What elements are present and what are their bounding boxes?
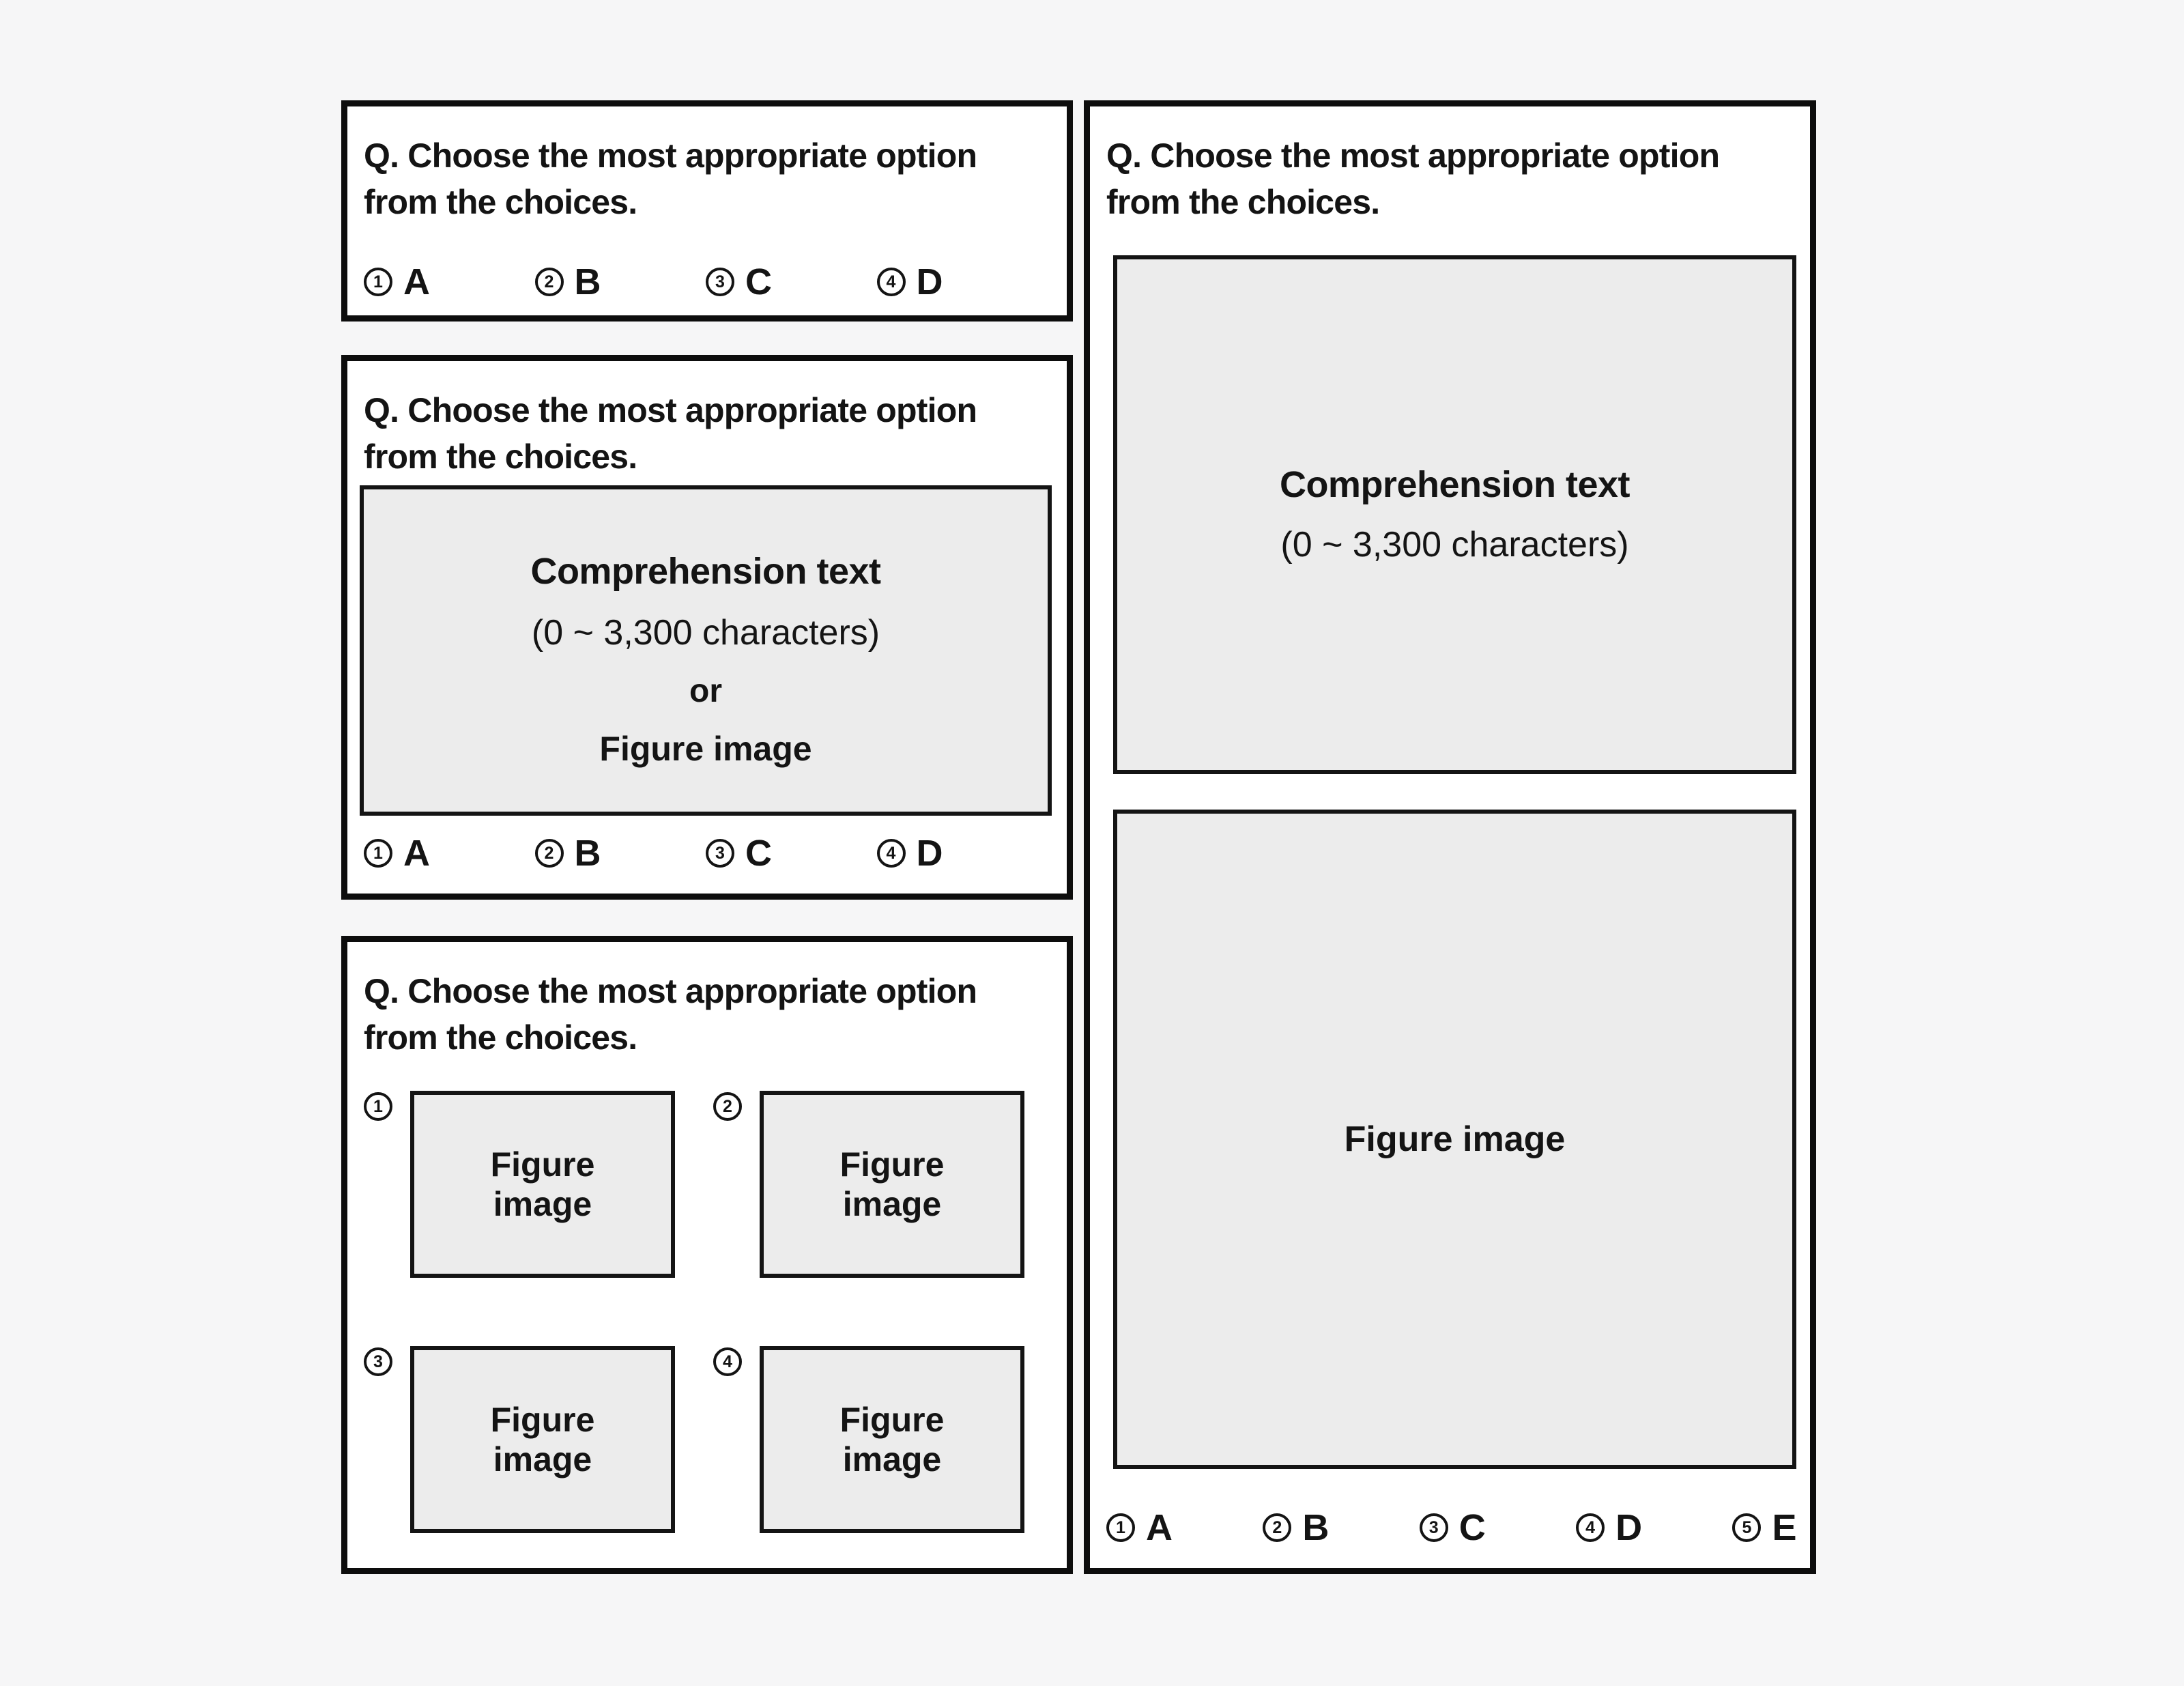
- figure-image-placeholder: [1113, 810, 1796, 1469]
- question-text: [364, 387, 1048, 480]
- figure-option-4[interactable]: [713, 1346, 1024, 1533]
- figure-label-line-2: image: [493, 1185, 592, 1223]
- option-number-circle: [877, 268, 906, 296]
- option-number: 3: [373, 1352, 383, 1371]
- option-letter: C: [1459, 1507, 1486, 1548]
- option-letter: B: [574, 833, 601, 874]
- option-number: 4: [886, 272, 896, 291]
- figure-label-line-1: Figure: [839, 1401, 945, 1439]
- option-letter: A: [403, 261, 430, 302]
- option-letter: B: [574, 261, 601, 302]
- option-number-circle: [364, 1347, 392, 1376]
- option-a[interactable]: [364, 261, 535, 303]
- panel-text-or-figure-question: [341, 355, 1073, 900]
- figure-label-line-2: image: [842, 1185, 942, 1223]
- figure-option-3[interactable]: [364, 1346, 675, 1533]
- option-number: 1: [373, 843, 383, 863]
- figure-label-line-1: Figure: [490, 1401, 595, 1439]
- comprehension-length-note: (0 ~ 3,300 characters): [1280, 525, 1629, 565]
- figure-label-line-2: image: [493, 1440, 592, 1478]
- option-number: 2: [544, 843, 554, 863]
- option-number-circle: [1576, 1513, 1605, 1542]
- option-c[interactable]: [706, 261, 877, 303]
- panel-figure-choice-question: [341, 936, 1073, 1574]
- question-line-1: Q. Choose the most appropriate option: [364, 972, 977, 1010]
- question-line-2: from the choices.: [364, 183, 637, 221]
- option-d[interactable]: [877, 261, 1048, 303]
- option-letter: C: [745, 833, 772, 874]
- option-number-circle: [535, 268, 564, 296]
- panel-text-only-question: [341, 100, 1073, 322]
- or-connector: or: [689, 673, 722, 709]
- option-number: 3: [1428, 1517, 1439, 1537]
- figure-option-1[interactable]: [364, 1091, 675, 1278]
- figure-image-label: Figure image: [599, 730, 812, 768]
- option-a[interactable]: [364, 832, 535, 874]
- option-d[interactable]: [877, 832, 1048, 874]
- figure-image-placeholder: [760, 1091, 1024, 1278]
- option-letter: D: [916, 261, 943, 302]
- option-d[interactable]: [1576, 1506, 1642, 1549]
- option-number: 1: [373, 272, 383, 291]
- option-b[interactable]: [535, 832, 706, 874]
- figure-option-2[interactable]: [713, 1091, 1024, 1278]
- option-number: 2: [1272, 1517, 1282, 1537]
- option-number-circle: [706, 839, 734, 868]
- option-number-circle: [1106, 1513, 1135, 1542]
- option-letter: D: [1615, 1507, 1642, 1548]
- panel-text-and-figure-question: [1084, 100, 1816, 1574]
- options-row: [364, 832, 1048, 874]
- option-letter: B: [1302, 1507, 1329, 1548]
- figure-image-placeholder: [760, 1346, 1024, 1533]
- question-line-1: Q. Choose the most appropriate option: [1106, 137, 1720, 175]
- figure-label-line-1: Figure: [839, 1145, 945, 1184]
- option-letter: C: [745, 261, 772, 302]
- question-line-2: from the choices.: [364, 438, 637, 476]
- option-letter: E: [1772, 1507, 1796, 1548]
- option-e[interactable]: [1732, 1506, 1796, 1549]
- option-number: 4: [886, 843, 896, 863]
- options-row: [1106, 1506, 1796, 1549]
- option-number: 1: [1116, 1517, 1125, 1537]
- option-letter: A: [1146, 1507, 1173, 1548]
- option-number: 1: [373, 1096, 383, 1116]
- option-number-circle: [364, 839, 392, 868]
- option-letter: D: [916, 833, 943, 874]
- option-b[interactable]: [535, 261, 706, 303]
- option-number: 2: [723, 1096, 732, 1116]
- option-number: 5: [1742, 1517, 1752, 1537]
- option-a[interactable]: [1106, 1506, 1173, 1549]
- option-number-circle: [713, 1347, 742, 1376]
- question-text: [1106, 132, 1796, 225]
- comprehension-title: Comprehension text: [530, 551, 881, 592]
- option-number-circle: [1263, 1513, 1291, 1542]
- figure-image-placeholder: [410, 1346, 675, 1533]
- option-number: 4: [1585, 1517, 1596, 1537]
- comprehension-or-figure-placeholder: [360, 485, 1052, 816]
- option-number: 3: [715, 843, 725, 863]
- option-number-circle: [713, 1092, 742, 1121]
- option-number-circle: [1732, 1513, 1761, 1542]
- options-row: [364, 261, 1048, 303]
- option-number-circle: [877, 839, 906, 868]
- question-text: [364, 132, 1048, 225]
- option-number-circle: [535, 839, 564, 868]
- question-line-2: from the choices.: [1106, 183, 1380, 221]
- option-b[interactable]: [1263, 1506, 1329, 1549]
- option-number: 4: [723, 1352, 732, 1371]
- option-number-circle: [1420, 1513, 1448, 1542]
- option-c[interactable]: [1420, 1506, 1486, 1549]
- option-number: 2: [544, 272, 554, 291]
- figure-label-line-2: image: [842, 1440, 942, 1478]
- option-number-circle: [364, 268, 392, 296]
- option-letter: A: [403, 833, 430, 874]
- figure-label-line-1: Figure: [490, 1145, 595, 1184]
- option-number: 3: [715, 272, 725, 291]
- comprehension-title: Comprehension text: [1279, 464, 1630, 505]
- option-number-circle: [706, 268, 734, 296]
- figure-image-label: Figure image: [1344, 1119, 1566, 1159]
- comprehension-text-placeholder: [1113, 255, 1796, 774]
- figure-options-grid: [364, 1091, 1048, 1533]
- figure-image-placeholder: [410, 1091, 675, 1278]
- comprehension-length-note: (0 ~ 3,300 characters): [531, 613, 880, 653]
- option-number-circle: [364, 1092, 392, 1121]
- question-line-1: Q. Choose the most appropriate option: [364, 137, 977, 175]
- question-text: [364, 968, 1048, 1061]
- question-line-2: from the choices.: [364, 1018, 637, 1057]
- question-line-1: Q. Choose the most appropriate option: [364, 391, 977, 429]
- option-c[interactable]: [706, 832, 877, 874]
